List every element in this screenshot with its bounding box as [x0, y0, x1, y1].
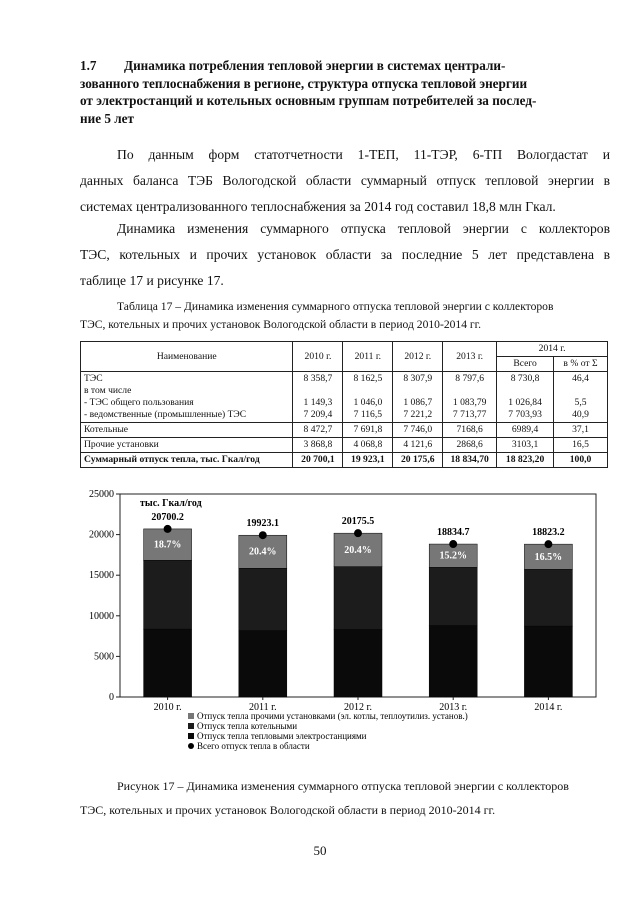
spacer — [296, 385, 339, 397]
section-title-line-3: от электростанций и котельных основным группам потребителей за послед- — [80, 93, 537, 108]
cell-2011: 19 923,1 — [343, 453, 393, 468]
total-marker — [164, 525, 172, 533]
cell-2014-share: 37,1 — [554, 423, 608, 438]
y-tick-label: 5000 — [94, 651, 114, 663]
tes-including-label: в том числе — [84, 385, 132, 396]
bar-segment — [239, 568, 287, 630]
legend-label: Всего отпуск тепла в области — [197, 741, 310, 751]
header-2012: 2012 г. — [393, 342, 443, 372]
header-name: Наименование — [81, 342, 293, 372]
paragraph-2-line-1: Динамика изменения суммарного отпуска тепловой энергии с коллекторов — [117, 221, 610, 236]
y-tick-label: 25000 — [89, 489, 114, 500]
legend-swatch — [188, 733, 194, 739]
table-row-tes — [81, 372, 608, 423]
header-total: Всего — [497, 357, 554, 372]
x-tick-label: 2013 г. — [439, 702, 468, 713]
table-row-boilers — [81, 423, 608, 438]
share-label: 20.4% — [249, 546, 277, 558]
section-number: 1.7 — [80, 58, 97, 73]
value: 1 149,3 — [303, 397, 333, 408]
header-2013: 2013 г. — [443, 342, 497, 372]
y-tick-label: 10000 — [89, 610, 114, 622]
cell-tes-2011 — [343, 372, 393, 423]
bar-segment — [524, 569, 572, 626]
paragraph-1 — [80, 142, 610, 220]
paragraph-1-line-1: По данным форм статотчетности 1-ТЕП, 11-ТЭР, 6-ТП Вологдастат и — [117, 147, 610, 162]
total-marker — [259, 531, 267, 539]
value: 8 162,5 — [353, 373, 383, 384]
spacer — [500, 385, 550, 397]
tes-industrial-label: - ведомственные (промышленные) ТЭС — [84, 409, 247, 420]
total-label: 20700.2 — [151, 511, 184, 523]
figure-caption-line-1: Рисунок 17 – Динамика изменения суммарного отпуска тепловой энергии с коллекторов — [117, 779, 569, 793]
legend-swatch — [188, 713, 194, 719]
cell-2014-share: 16,5 — [554, 438, 608, 453]
page-number: 50 — [313, 843, 327, 858]
paragraph-1-line-3: системах централизованного теплоснабжения за 2014 год составил 18,8 млн Гкал. — [80, 199, 556, 214]
cell-2014-total: 3103,1 — [497, 438, 554, 453]
y-tick-label: 15000 — [89, 570, 114, 582]
tes-label: ТЭС — [84, 373, 103, 384]
x-tick-label: 2014 г. — [534, 702, 563, 713]
cell-2013: 7168,6 — [443, 423, 497, 438]
bars — [144, 512, 573, 713]
bar-segment — [429, 626, 477, 697]
x-tick-label: 2011 г. — [248, 702, 277, 713]
cell-2012: 7 746,0 — [393, 423, 443, 438]
legend-label: Отпуск тепла тепловыми электростанциями — [197, 731, 367, 741]
cell-2014-share: 100,0 — [554, 453, 608, 468]
cell-2010: 3 868,8 — [293, 438, 343, 453]
legend-marker — [188, 743, 194, 749]
total-label: 18834.7 — [436, 527, 470, 539]
table-row-other — [81, 438, 608, 453]
table-row-total — [81, 453, 608, 468]
cell-2012: 4 121,6 — [393, 438, 443, 453]
total-marker — [544, 540, 552, 548]
y-tick-label: 20000 — [89, 529, 114, 541]
legend-label: Отпуск тепла прочими установками (эл. котлы, теплоутилиз. установ.) — [197, 711, 468, 721]
legend-swatch — [188, 723, 194, 729]
cell-name: Котельные — [81, 423, 293, 438]
value: 8 307,9 — [403, 373, 433, 384]
value: 7 116,5 — [353, 409, 383, 420]
spacer — [346, 385, 389, 397]
value: 7 703,93 — [508, 409, 542, 420]
cell-tes-2014-share — [554, 372, 608, 423]
section-title-line-1: Динамика потребления тепловой энергии в системах централи- — [124, 58, 506, 73]
unit-label: тыс. Гкал/год — [140, 498, 202, 509]
value: 8 358,7 — [303, 373, 333, 384]
total-marker — [449, 540, 457, 548]
total-label: 18823.2 — [532, 527, 565, 539]
cell-2012: 20 175,6 — [393, 453, 443, 468]
cell-tes-name — [81, 372, 293, 423]
tes-public-label: - ТЭС общего пользования — [84, 397, 194, 408]
x-tick-label: 2010 г. — [153, 702, 182, 713]
value: 1 026,84 — [508, 397, 542, 408]
value: 40,9 — [572, 409, 589, 420]
header-2010: 2010 г. — [293, 342, 343, 372]
value: 1 086,7 — [403, 397, 433, 408]
value: 1 046,0 — [353, 397, 383, 408]
paragraph-1-line-2: данных баланса ТЭБ Вологодской области суммарный отпуск тепловой энергии в — [80, 173, 610, 188]
paragraph-2 — [80, 216, 610, 294]
bar-segment — [239, 631, 287, 697]
cell-name: Прочие установки — [81, 438, 293, 453]
figure-caption-line-2: ТЭС, котельных и прочих установок Вологодской области в период 2010-2014 гг. — [80, 803, 496, 817]
total-label: 20175.5 — [341, 516, 375, 528]
bar-segment — [334, 567, 382, 630]
table-caption-line-1: Таблица 17 – Динамика изменения суммарного отпуска тепловой энергии с коллекторов — [117, 300, 554, 313]
cell-tes-2014-total — [497, 372, 554, 423]
bar-segment — [144, 560, 192, 629]
share-label: 18.7% — [153, 539, 182, 551]
y-axis — [89, 489, 120, 703]
total-marker — [354, 529, 362, 537]
cell-2013: 18 834,70 — [443, 453, 497, 468]
paragraph-2-line-3: таблице 17 и рисунке 17. — [80, 273, 224, 288]
bar-segment — [429, 567, 477, 625]
section-title-line-2: зованного теплоснабжения в регионе, структура отпуска тепловой энергии — [80, 75, 528, 91]
header-share: в % от Σ — [554, 357, 608, 372]
value: 8 730,8 — [510, 373, 540, 384]
cell-2010: 8 472,7 — [293, 423, 343, 438]
bar-segment — [334, 630, 382, 697]
table-caption — [80, 298, 610, 334]
bar-segment — [144, 629, 192, 697]
section-heading — [80, 57, 590, 127]
legend — [188, 711, 468, 751]
value: 46,4 — [572, 373, 589, 384]
paragraph-2-line-2: ТЭС, котельных и прочих установок области за последние 5 лет представлена в — [80, 247, 610, 262]
cell-tes-2013 — [443, 372, 497, 423]
cell-2010: 20 700,1 — [293, 453, 343, 468]
cell-2013: 2868,6 — [443, 438, 497, 453]
share-label: 15.2% — [439, 550, 467, 562]
header-2014: 2014 г. — [497, 342, 608, 357]
value: 8 797,6 — [455, 373, 485, 384]
share-label: 16.5% — [534, 551, 563, 563]
figure-caption — [80, 774, 610, 822]
data-table — [80, 341, 608, 468]
value: 7 713,77 — [452, 409, 487, 420]
section-title-line-4: ние 5 лет — [80, 110, 134, 126]
value: 7 221,2 — [403, 409, 433, 420]
cell-2014-total: 6989,4 — [497, 423, 554, 438]
value: 1 083,79 — [452, 397, 487, 408]
value: 5,5 — [574, 397, 587, 408]
spacer — [396, 385, 439, 397]
table-caption-line-2: ТЭС, котельных и прочих установок Вологодской области в период 2010-2014 гг. — [80, 318, 482, 331]
cell-2014-total: 18 823,20 — [497, 453, 554, 468]
legend-label: Отпуск тепла котельными — [197, 721, 298, 731]
cell-tes-2010 — [293, 372, 343, 423]
cell-name: Суммарный отпуск тепла, тыс. Гкал/год — [81, 453, 293, 468]
cell-2011: 4 068,8 — [343, 438, 393, 453]
stacked-bar-chart — [80, 486, 610, 761]
spacer — [557, 385, 604, 397]
share-label: 20.4% — [344, 544, 372, 556]
x-tick-label: 2012 г. — [344, 702, 372, 713]
value: 7 209,4 — [303, 409, 333, 420]
header-2011: 2011 г. — [343, 342, 393, 372]
total-label: 19923.1 — [246, 518, 280, 530]
table-header-row — [81, 342, 608, 357]
y-tick-label: 0 — [109, 692, 114, 703]
spacer — [446, 385, 493, 397]
bar-segment — [524, 626, 572, 697]
cell-2011: 7 691,8 — [343, 423, 393, 438]
cell-tes-2012 — [393, 372, 443, 423]
